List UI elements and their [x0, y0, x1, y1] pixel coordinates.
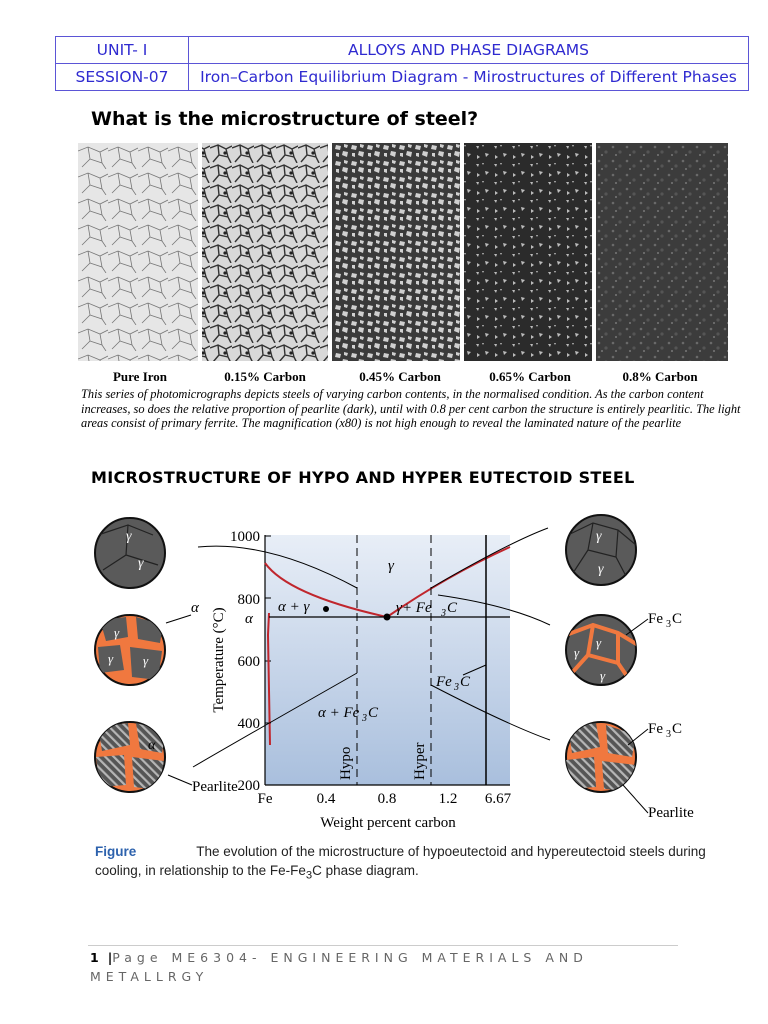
unit-label: UNIT- I [56, 37, 189, 64]
circle-ferrite-austenite [95, 615, 165, 685]
session-label: SESSION-07 [56, 64, 189, 91]
micrograph-caption: This series of photomicrographs depicts steels of varying carbon contents, in the normalised condition. As the carbon content increases, so does the relative proportion of pearlite (dark), until with 0.8 per cent carbon the structure is entirely pearlitic. The light areas consist of primary ferrite. The magnification (x80) is not high enough to reveal the laminated nature of the pearlite [81, 387, 741, 430]
alpha-fe3c-region: α + Fe [318, 705, 360, 721]
svg-text:γ: γ [108, 651, 114, 666]
svg-text:3: 3 [362, 713, 367, 724]
svg-text:3: 3 [441, 608, 446, 619]
y-tick-800: 800 [237, 592, 260, 608]
svg-text:C: C [368, 705, 379, 721]
circle-pearlite-left [95, 722, 166, 792]
micrograph-080-carbon [596, 143, 728, 361]
page-footer [90, 948, 690, 986]
svg-text:C: C [460, 674, 471, 690]
y-axis-label: Temperature (°C) [211, 607, 227, 713]
page-number: 1 [90, 950, 99, 965]
x-tick-12: 1.2 [438, 791, 458, 807]
y-tick-600: 600 [237, 654, 260, 670]
x-tick-labels [258, 791, 512, 807]
micrograph-015-carbon [202, 143, 328, 361]
fe3c-callout-1: Fe [648, 611, 663, 627]
section2-heading: MICROSTRUCTURE OF HYPO AND HYPER EUTECTOID STEEL [91, 468, 635, 487]
gamma-fe3c-region: γ+ Fe [396, 600, 432, 616]
svg-text:3: 3 [666, 729, 671, 740]
sample-label-045: 0.45% Carbon [359, 369, 441, 384]
pearlite-callout-left: Pearlite [192, 779, 238, 795]
svg-text:γ: γ [574, 645, 580, 660]
x-axis-label: Weight percent carbon [320, 815, 456, 831]
svg-text:3: 3 [666, 619, 671, 630]
svg-text:C: C [672, 611, 683, 627]
fe3c-callout-2: Fe [648, 721, 663, 737]
section1-heading: What is the microstructure of steel? [91, 108, 479, 130]
sample-label-065: 0.65% Carbon [489, 369, 571, 384]
svg-text:γ: γ [596, 529, 602, 544]
svg-text:C: C [672, 721, 683, 737]
circle-pearlite-right [566, 722, 636, 792]
svg-text:γ: γ [600, 668, 606, 683]
micrograph-pure-iron [78, 143, 198, 361]
svg-text:3: 3 [454, 682, 459, 693]
figure-caption-text-b: C phase diagram. [312, 863, 419, 878]
figure-label: Figure [95, 844, 137, 859]
circle-cementite-austenite [566, 615, 638, 685]
alpha-callout-2: α [148, 738, 156, 753]
header-table [55, 36, 749, 91]
alpha-gamma-region: α + γ [278, 599, 310, 615]
circle-austenite-right [566, 515, 636, 585]
pearlite-callout-right: Pearlite [648, 805, 694, 821]
figure-caption-sub: 3 [305, 869, 313, 882]
footer-rule [88, 945, 678, 946]
circle-austenite-left [95, 518, 165, 588]
micrograph-065-carbon [464, 143, 592, 361]
sample-label-pure-iron: Pure Iron [112, 369, 168, 384]
svg-text:γ: γ [126, 529, 132, 544]
unit-title: ALLOYS AND PHASE DIAGRAMS [189, 37, 749, 64]
right-callouts [648, 611, 694, 821]
svg-text:γ: γ [143, 653, 149, 668]
micrograph-045-carbon [332, 143, 460, 361]
alpha-callout: α [191, 600, 199, 616]
svg-text:γ: γ [596, 635, 602, 650]
fe3c-region: Fe [436, 674, 452, 690]
hypo-label: Hypo [338, 746, 354, 780]
figure-caption [95, 842, 745, 886]
svg-text:γ: γ [598, 562, 604, 577]
y-tick-400: 400 [237, 716, 260, 732]
alpha-region: α [245, 611, 253, 627]
gamma-region: γ [388, 558, 394, 574]
svg-text:γ: γ [138, 556, 144, 571]
hypo-point [323, 606, 329, 612]
eutectoid-point [384, 614, 391, 621]
y-tick-1000: 1000 [230, 529, 260, 545]
sample-label-080: 0.8% Carbon [622, 369, 698, 384]
x-tick-08: 0.8 [377, 791, 397, 807]
footer-text: Page ME6304- ENGINEERING MATERIALS AND METALLRGY [90, 950, 588, 984]
svg-text:γ: γ [114, 625, 120, 640]
x-tick-fe: Fe [257, 791, 273, 807]
y-tick-labels [230, 529, 260, 794]
y-tick-200: 200 [237, 778, 260, 794]
session-title: Iron–Carbon Equilibrium Diagram - Mirostructures of Different Phases [189, 64, 749, 91]
micrograph-strip [78, 143, 728, 363]
hyper-label: Hyper [412, 742, 428, 780]
x-tick-04: 0.4 [316, 791, 336, 807]
figure-caption-text-a: The evolution of the microstructure of hypoeutectoid and hypereutectoid steels during cooling, in relationship to the Fe-Fe [95, 844, 706, 878]
x-tick-667: 6.67 [484, 791, 512, 807]
footer-separator: | [107, 950, 113, 965]
sample-label-015: 0.15% Carbon [224, 369, 306, 384]
phase-diagram-figure [88, 495, 728, 840]
svg-text:C: C [447, 600, 458, 616]
